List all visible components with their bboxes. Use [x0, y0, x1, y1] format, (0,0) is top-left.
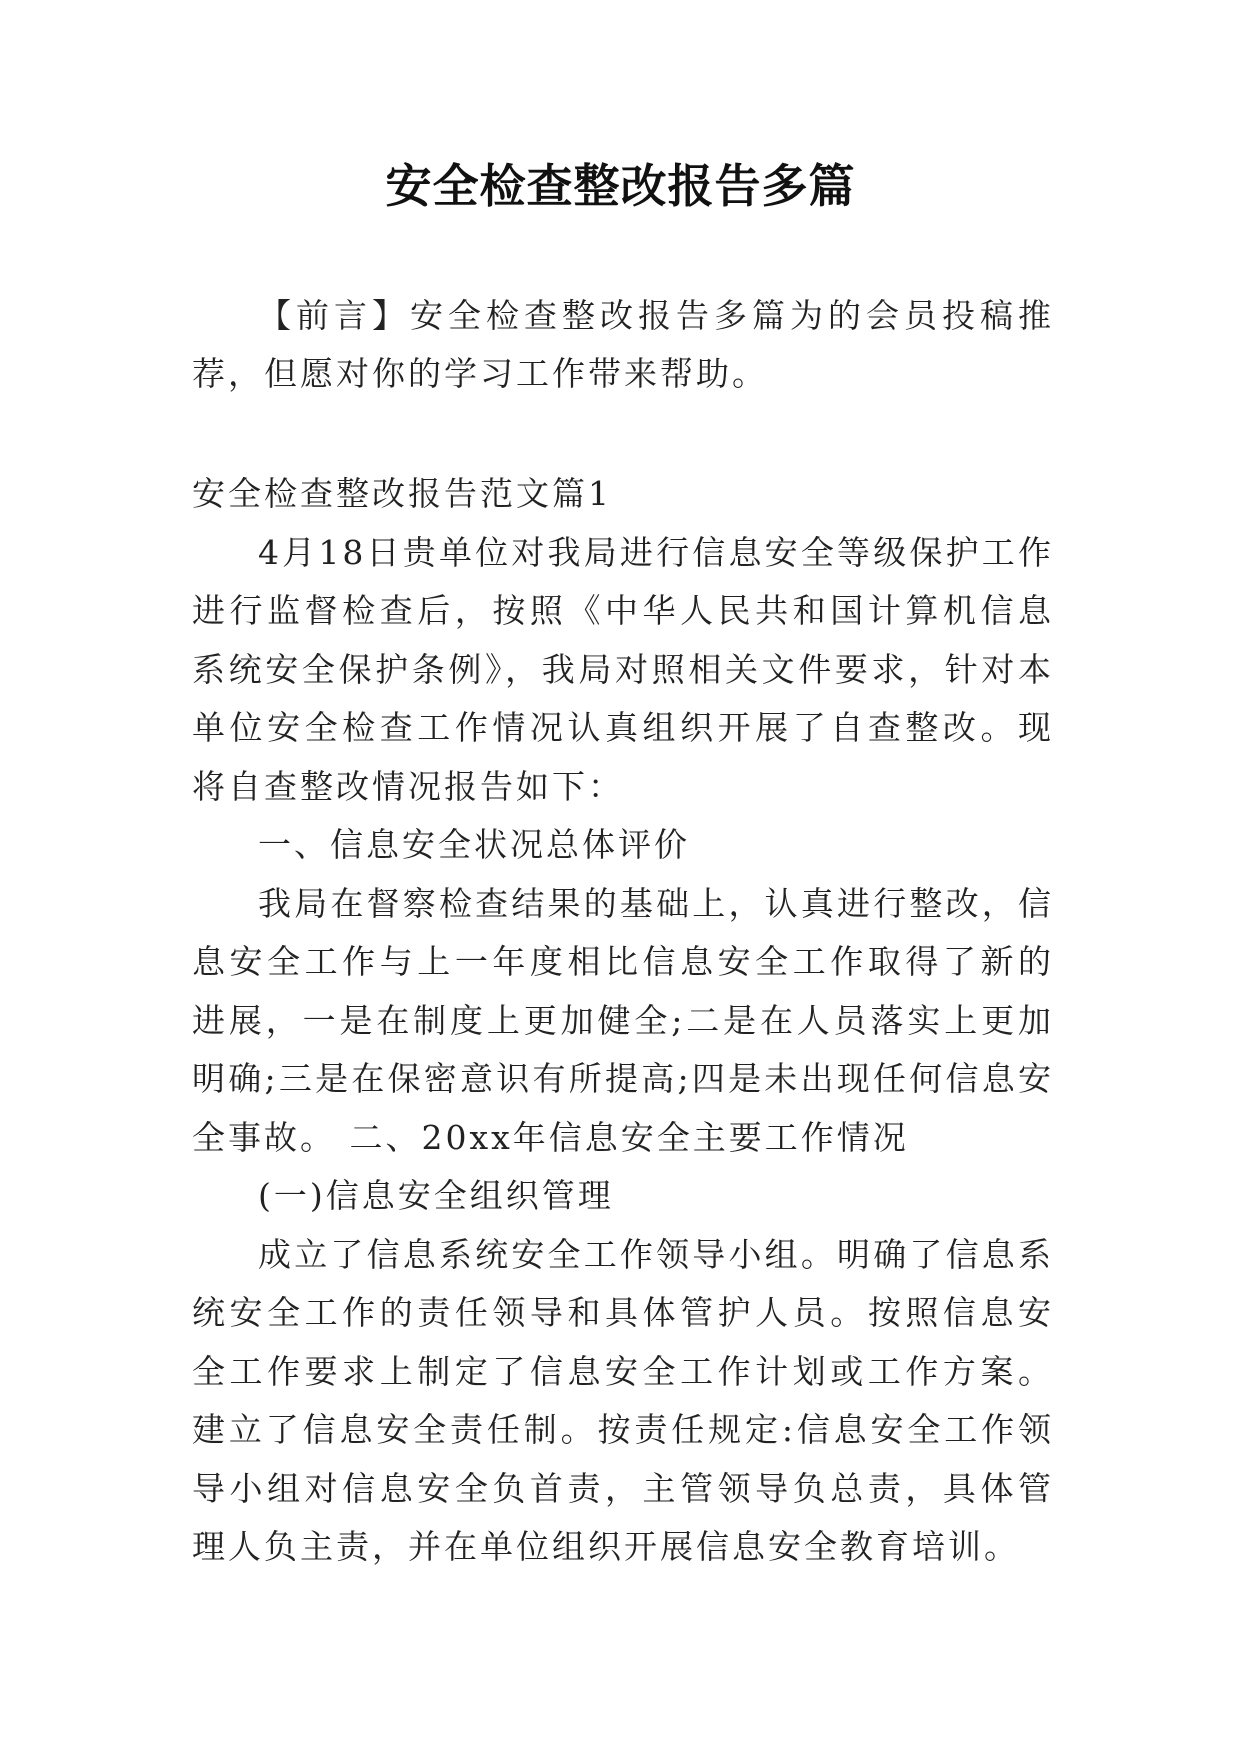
preface-block: [192, 287, 1054, 403]
paragraph-organization: 成立了信息系统安全工作领导小组。明确了信息系统安全工作的责任领导和具体管护人员。按照信息安全工作要求上制定了信息安全工作计划或工作方案。建立了信息安全责任制。按责任规定:信息安全工作领导小组对信息安全负首责，主管领导负总责，具体管理人负主责，并在单位组织开展信息安全教育培训。: [192, 1234, 1054, 1566]
paragraph-evaluation: 我局在督察检查结果的基础上，认真进行整改，信息安全工作与上一年度相比信息安全工作取得了新的进展，一是在制度上更加健全;二是在人员落实上更加明确;三是在保密意识有所提高;四是未出现任何信息安全事故。 二、20xx年信息安全主要工作情况: [192, 883, 1054, 1157]
preface-paragraph: 【前言】安全检查整改报告多篇为的会员投稿推荐，但愿对你的学习工作带来帮助。: [192, 296, 1054, 393]
heading-overall-evaluation: 一、信息安全状况总体评价: [258, 825, 690, 864]
section-heading: 安全检查整改报告范文篇1: [192, 474, 612, 513]
heading-organization-management: (一)信息安全组织管理: [258, 1176, 614, 1215]
document-title: 安全检查整改报告多篇: [385, 159, 856, 213]
paragraph-intro: 4月18日贵单位对我局进行信息安全等级保护工作进行监督检查后，按照《中华人民共和国计算机信息系统安全保护条例》，我局对照相关文件要求，针对本单位安全检查工作情况认真组织开展了自查整改。现将自查整改情况报告如下：: [192, 532, 1054, 806]
main-body: [192, 465, 1054, 1577]
